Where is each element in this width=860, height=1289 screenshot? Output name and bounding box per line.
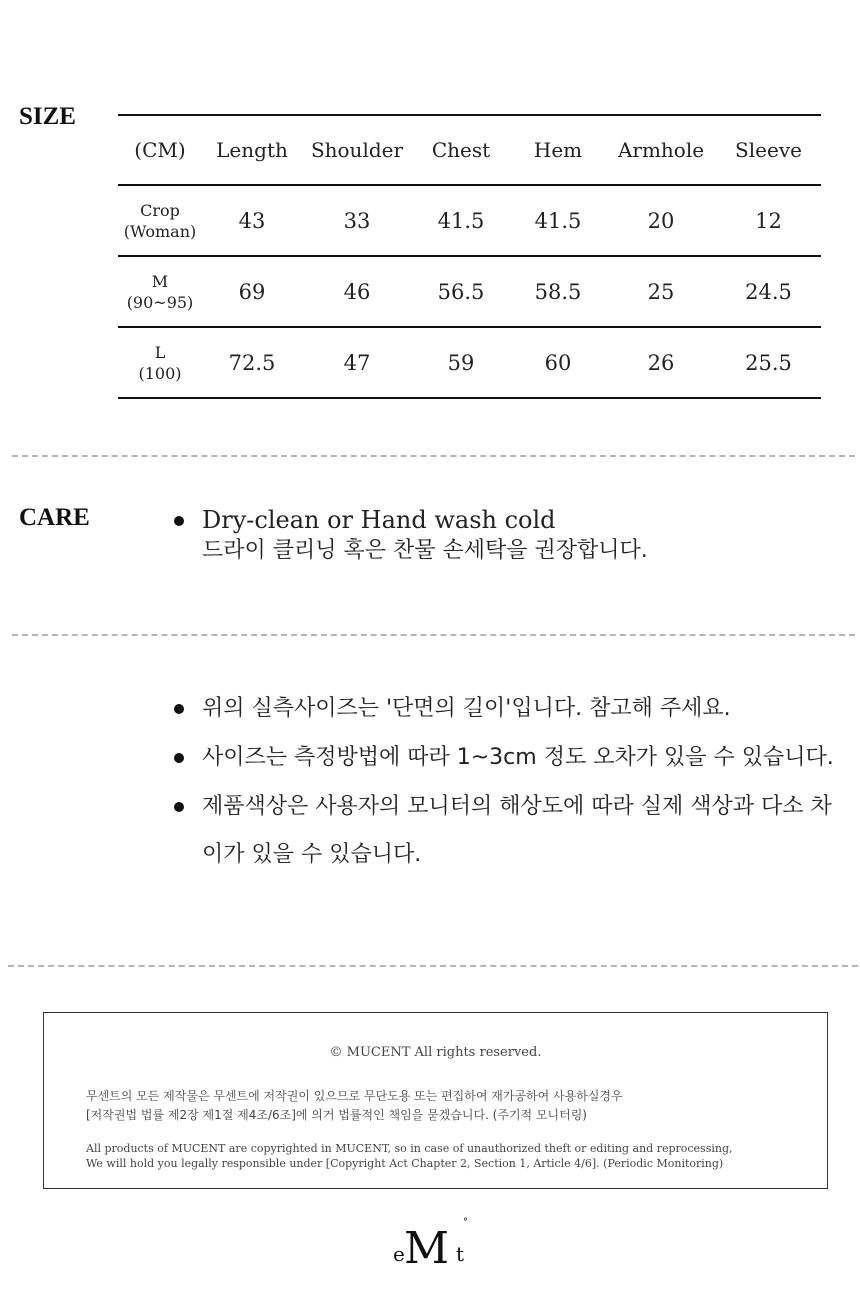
- table-row: [118, 256, 821, 327]
- logo-letter-t: t: [456, 1242, 465, 1266]
- care-section-label: CARE: [19, 504, 90, 531]
- list-item: 위의 실측사이즈는 '단면의 길이'입니다. 참고해 주세요.: [174, 685, 844, 733]
- list-item: [174, 505, 648, 566]
- care-instruction-ko: 드라이 클리닝 혹은 찬물 손세탁을 권장합니다.: [202, 538, 648, 563]
- dashed-divider: [12, 455, 855, 457]
- copyright-english-line: We will hold you legally responsible under [Copyright Act Chapter 2, Section 1, Article 4/6]. (Periodic Monitoring): [86, 1157, 724, 1170]
- sleeve-value: 24.5: [745, 279, 792, 304]
- chest-value: 59: [447, 350, 475, 375]
- copyright-english: [86, 1141, 806, 1171]
- size-name: L: [154, 342, 166, 362]
- hem-value: 58.5: [534, 279, 582, 304]
- size-name: Crop: [140, 200, 180, 220]
- header-unit: (CM): [134, 138, 186, 162]
- table-row: [118, 185, 821, 256]
- hem-value: 41.5: [534, 208, 582, 233]
- size-sub: (90~95): [126, 292, 194, 312]
- notes-list: [174, 685, 844, 880]
- armhole-value: 26: [647, 350, 675, 375]
- copyright-english-line: All products of MUCENT are copyrighted in MUCENT, so in case of unauthorized theft or editing and reprocessing,: [86, 1142, 733, 1155]
- shoulder-value: 46: [343, 279, 371, 304]
- copyright-korean-line: [저작권법 법률 제2장 제1절 제4조/6조]에 의거 법률적인 책임을 묻겠습니다. (주기적 모니터링): [86, 1108, 587, 1122]
- header-armhole: Armhole: [617, 138, 705, 162]
- dashed-divider: [8, 965, 858, 967]
- logo-letter-e: e: [393, 1242, 405, 1266]
- list-item: 제품색상은 사용자의 모니터의 해상도에 따라 실제 색상과 다소 차이가 있을 수 있습니다.: [174, 783, 844, 879]
- size-table-header-row: [118, 115, 821, 185]
- size-sub: (Woman): [123, 221, 197, 241]
- armhole-value: 20: [647, 208, 675, 233]
- header-sleeve: Sleeve: [735, 138, 802, 162]
- length-value: 69: [238, 279, 266, 304]
- chest-value: 41.5: [437, 208, 485, 233]
- shoulder-value: 33: [343, 208, 371, 233]
- chest-value: 56.5: [437, 279, 485, 304]
- copyright-title: © MUCENT All rights reserved.: [329, 1045, 542, 1060]
- header-shoulder: Shoulder: [310, 138, 404, 162]
- size-name: M: [151, 271, 169, 291]
- size-cell: [118, 256, 202, 327]
- header-length: Length: [216, 138, 288, 162]
- logo-letter-m: M: [404, 1223, 450, 1273]
- sleeve-value: 12: [755, 208, 782, 233]
- list-item: 사이즈는 측정방법에 따라 1~3cm 정도 오차가 있을 수 있습니다.: [174, 734, 844, 782]
- shoulder-value: 47: [343, 350, 371, 375]
- size-table: [118, 114, 821, 399]
- copyright-box: [43, 1012, 828, 1189]
- size-section-label: SIZE: [19, 103, 76, 130]
- care-list: [174, 505, 648, 566]
- header-chest: Chest: [431, 138, 491, 162]
- logo-mark: °: [463, 1217, 468, 1228]
- armhole-value: 25: [647, 279, 675, 304]
- sleeve-value: 25.5: [745, 350, 792, 375]
- dashed-divider: [12, 634, 855, 636]
- length-value: 72.5: [228, 350, 276, 375]
- copyright-korean: [86, 1087, 806, 1125]
- table-row: [118, 327, 821, 398]
- hem-value: 60: [544, 350, 572, 375]
- copyright-korean-line: 무센트의 모든 제작물은 무센트에 저작권이 있으므로 무단도용 또는 편집하여 재가공하여 사용하실경우: [86, 1089, 623, 1103]
- size-sub: (100): [138, 363, 182, 383]
- care-instruction-en: Dry-clean or Hand wash cold: [202, 506, 556, 534]
- size-cell: [118, 327, 202, 398]
- length-value: 43: [238, 208, 266, 233]
- brand-logo: [393, 1213, 473, 1273]
- size-cell: [118, 185, 202, 256]
- header-hem: Hem: [533, 138, 583, 162]
